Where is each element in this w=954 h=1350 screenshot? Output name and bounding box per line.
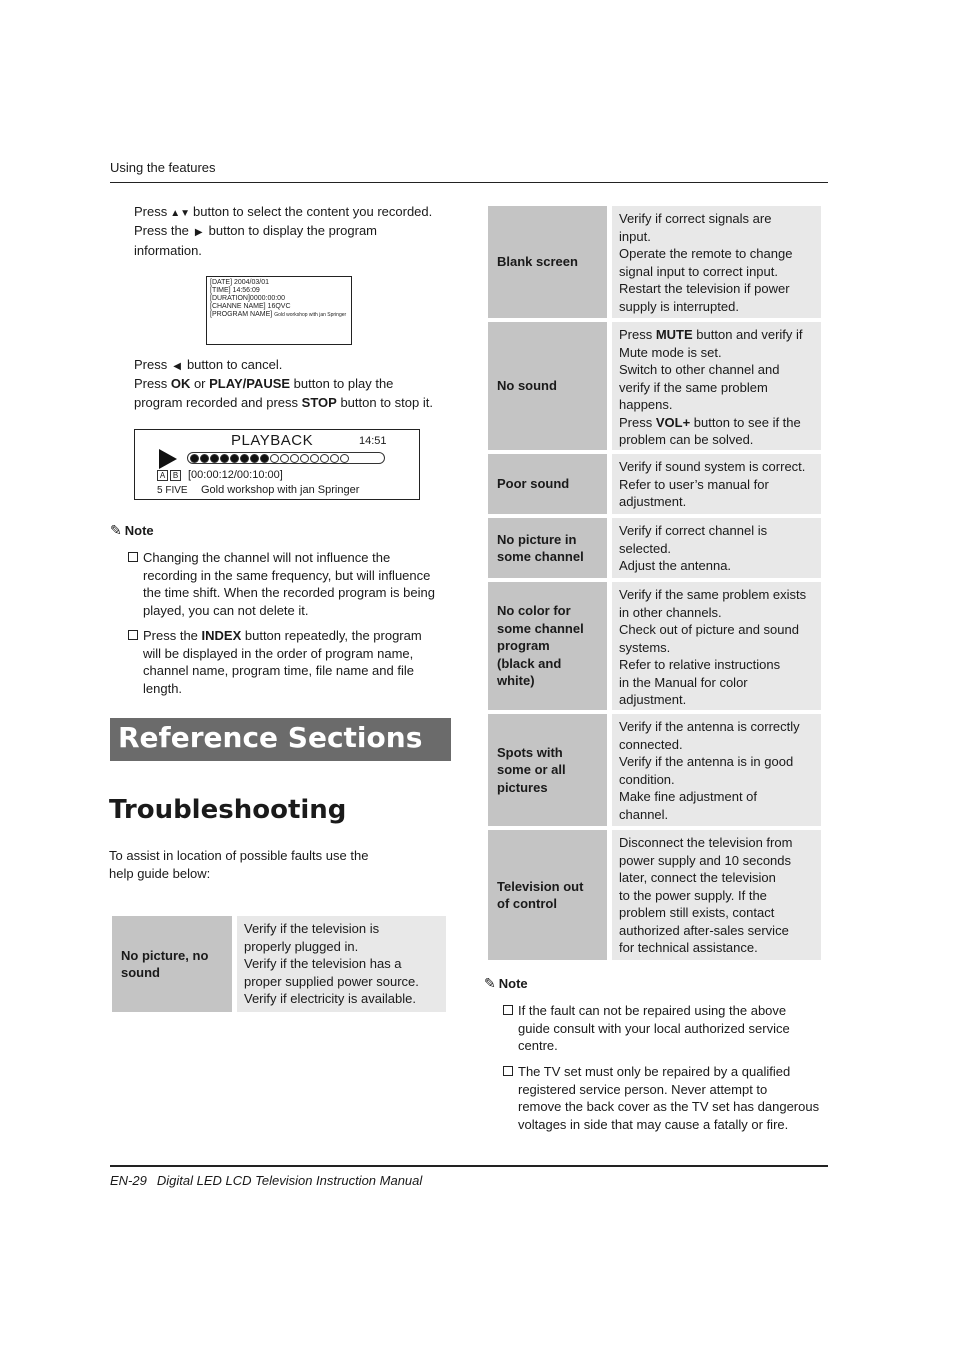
solution-cell: Verify if correct signals are input. Operate the remote to change signal input to correct input. Restart the television if power supply is interrupted. [612,206,821,318]
program-info-box [206,276,352,345]
progress-dot [310,454,319,463]
playback-title: PLAYBACK [231,432,314,449]
problem-cell: No color for some channel program (black and white) [488,582,607,710]
problem-cell: Blank screen [488,206,607,318]
instruction-cancel: Press ◀ button to cancel. [134,355,282,376]
playback-time: 14:51 [359,435,387,447]
checkbox-bullet-icon [128,630,138,640]
note-item: The TV set must only be repaired by a qualified registered service person. Never attempt to remove the back cover as the TV set has dangerous voltages in side that may cause a fatally or fire. [503,1063,833,1133]
problem-cell: No picture in some channel [488,518,607,578]
info-time: [TIME] 14:56:09 [210,287,260,294]
progress-dot [230,454,239,463]
note-item: Changing the channel will not influence the recording in the same frequency, but will influence the time shift. When the recorded program is being played, you can not delete it. [128,549,458,619]
troubleshooting-intro: To assist in location of possible faults use the help guide below: [109,848,369,881]
play-icon [159,449,177,469]
solution-cell: Verify if correct channel is selected. Adjust the antenna. [612,518,821,578]
solution-cell: Verify if the antenna is correctly connected. Verify if the antenna is in good condition. Make fine adjustment of channel. [612,714,821,826]
note-heading: ✎ Note [110,522,154,538]
progress-dot [250,454,259,463]
section-header: Using the features [110,160,216,175]
progress-dot [320,454,329,463]
checkbox-bullet-icon [128,552,138,562]
instruction-select: Press ▲▼ button to select the content you recorded. [134,202,432,223]
note-item: If the fault can not be repaired using the above guide consult with your local authorized service centre. [503,1002,828,1055]
progress-dot [280,454,289,463]
pencil-icon: ✎ [484,975,496,991]
left-triangle-icon: ◀ [173,361,181,372]
right-triangle-icon: ▶ [194,227,203,238]
playback-progress [187,452,385,464]
progress-dot [220,454,229,463]
playback-channel: 5 FIVE [157,485,188,496]
progress-dot [260,454,269,463]
solution-cell: Press MUTE button and verify if Mute mode is set. Switch to other channel and verify if the same problem happens. Press VOL+ button to see if the problem can be solved. [612,322,821,450]
reference-title: Reference Sections [118,721,423,754]
problem-cell: No picture, no sound [112,916,232,1012]
info-channel: [CHANNE NAME] 16QVC [210,303,291,310]
progress-dot [300,454,309,463]
playback-screen [134,429,420,500]
instruction-display: Press the ▶ button to display the program [134,221,377,242]
checkbox-bullet-icon [503,1066,513,1076]
ab-repeat-indicator: A B [157,470,183,481]
info-program: [PROGRAM NAME] Gold workshop with jan Springer [210,311,347,318]
checkbox-bullet-icon [503,1005,513,1015]
instruction-stop: program recorded and press STOP button to stop it. [134,395,433,410]
progress-dot [190,454,199,463]
playback-duration: [00:00:12/00:10:00] [188,469,283,481]
solution-cell: Verify if the same problem exists in other channels. Check out of picture and sound systems. Refer to relative instructions in the Manual for color adjustment. [612,582,821,710]
progress-dot [210,454,219,463]
progress-dot [200,454,209,463]
progress-dot [330,454,339,463]
problem-cell: Spots with some or all pictures [488,714,607,826]
manual-title: Digital LED LCD Television Instruction Manual [156,1173,423,1188]
progress-dot [240,454,249,463]
progress-dot [340,454,349,463]
playback-program: Gold workshop with jan Springer [201,484,360,496]
solution-cell: Disconnect the television from power supply and 10 seconds later, connect the television to the power supply. If the problem still exists, contact authorized after-sales service for technical assistance. [612,830,821,960]
progress-dot [290,454,299,463]
footer [110,1173,422,1188]
problem-cell: No sound [488,322,607,450]
page-title: Troubleshooting [109,795,347,825]
info-date: [DATE] 2004/03/01 [210,279,270,286]
progress-dot [270,454,279,463]
solution-cell: Verify if the television is properly plugged in. Verify if the television has a proper supplied power source. Verify if electricity is available. [237,916,446,1012]
instruction-display-cont: information. [134,243,202,258]
note-heading: ✎ Note [484,975,528,991]
instruction-play: Press OK or PLAY/PAUSE button to play the [134,376,394,391]
header-rule [110,182,828,183]
footer-rule [110,1165,828,1167]
pencil-icon: ✎ [110,522,122,538]
page-number: EN-29 [110,1173,147,1188]
info-duration: [DURATION]0000:00:00 [210,295,285,302]
problem-cell: Poor sound [488,454,607,514]
solution-cell: Verify if sound system is correct. Refer to user’s manual for adjustment. [612,454,821,514]
up-down-arrows-icon: ▲▼ [170,208,191,219]
problem-cell: Television out of control [488,830,607,960]
note-item: Press the INDEX button repeatedly, the program will be displayed in the order of program name, channel name, program time, file name and file length. [128,627,458,697]
